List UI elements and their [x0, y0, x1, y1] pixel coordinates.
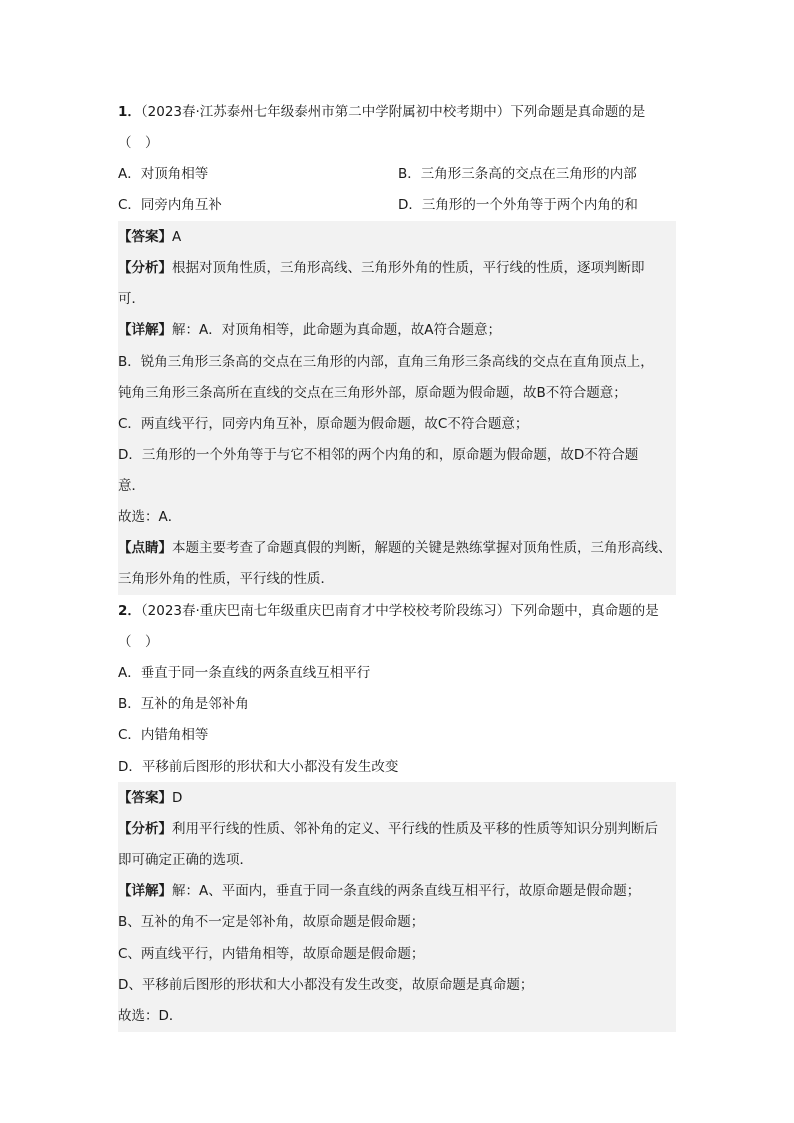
q1-comment-line-1: 【点睛】本题主要考查了命题真假的判断，解题的关键是熟练掌握对顶角性质，三角形高线、: [118, 540, 672, 556]
q1-detail-line-2: B．锐角三角形三条高的交点在三角形的内部，直角三角形三条高线的交点在直角顶点上，: [118, 354, 654, 370]
q2-detail-line-2: B、互补的角不一定是邻补角，故原命题是假命题；: [118, 914, 425, 930]
question-2-blank: （ ）: [118, 634, 159, 650]
answer-tag: 【答案】: [118, 229, 172, 245]
question-2-stem: [118, 601, 659, 621]
q1-option-c: C．同旁内角互补: [118, 197, 222, 213]
detail-tag: 【详解】: [118, 322, 172, 338]
q1-option-b: B．三角形三条高的交点在三角形的内部: [398, 166, 637, 182]
q2-option-d: D．平移前后图形的形状和大小都没有发生改变: [118, 759, 399, 775]
question-source: （2023春·江苏泰州七年级泰州市第二中学附属初中校考期中）: [140, 104, 511, 120]
q2-detail-line-3: C、两直线平行，内错角相等，故原命题是假命题；: [118, 946, 425, 962]
q2-detail-line-4: D、平移前后图形的形状和大小都没有发生改变，故原命题是真命题；: [118, 977, 534, 993]
q1-option-a: A．对顶角相等: [118, 166, 209, 182]
question-source: （2023春·重庆巴南七年级重庆巴南育才中学校校考阶段练习）: [140, 603, 511, 619]
q2-option-a: A．垂直于同一条直线的两条直线互相平行: [118, 665, 371, 681]
q1-choice: 故选：A．: [118, 509, 182, 525]
q2-analysis-line-2: 即可确定正确的选项．: [118, 852, 253, 868]
q1-detail-line-1: 【详解】解：A．对顶角相等，此命题为真命题，故A符合题意；: [118, 322, 501, 338]
question-number: 1．: [118, 104, 141, 120]
q1-analysis-line-1: 【分析】根据对顶角性质，三角形高线、三角形外角的性质，平行线的性质，逐项判断即: [118, 260, 645, 276]
analysis-tag: 【分析】: [118, 260, 172, 276]
q2-choice: 故选：D．: [118, 1008, 183, 1024]
q2-option-b: B．互补的角是邻补角: [118, 696, 249, 712]
question-number: 2．: [118, 603, 141, 619]
q1-answer: [118, 227, 181, 247]
q1-analysis-line-2: 可．: [118, 291, 145, 307]
question-1-stem: [118, 102, 645, 122]
q1-comment-line-2: 三角形外角的性质，平行线的性质．: [118, 571, 334, 587]
analysis-tag: 【分析】: [118, 821, 172, 837]
q1-detail-line-5: D．三角形的一个外角等于与它不相邻的两个内角的和，原命题为假命题，故D不符合题: [118, 447, 639, 463]
q2-analysis-line-1: 【分析】利用平行线的性质、邻补角的定义、平行线的性质及平移的性质等知识分别判断后: [118, 821, 658, 837]
q1-detail-line-6: 意．: [118, 478, 145, 494]
detail-tag: 【详解】: [118, 883, 172, 899]
answer-tag: 【答案】: [118, 790, 172, 806]
q2-answer: [118, 788, 182, 808]
answer-value: D: [172, 790, 183, 806]
comment-tag: 【点睛】: [118, 540, 172, 556]
q2-detail-line-1: 【详解】解：A、平面内，垂直于同一条直线的两条直线互相平行，故原命题是假命题；: [118, 883, 641, 899]
q1-detail-line-4: C．两直线平行，同旁内角互补，原命题为假命题，故C不符合题意；: [118, 416, 529, 432]
question-1-blank: （ ）: [118, 135, 159, 151]
question-text: 下列命题中，真命题的是: [510, 603, 659, 619]
q1-option-d: D．三角形的一个外角等于两个内角的和: [398, 197, 638, 213]
answer-value: A: [172, 229, 182, 245]
q2-option-c: C．内错角相等: [118, 727, 209, 743]
question-text: 下列命题是真命题的是: [510, 104, 646, 120]
q1-detail-line-3: 钝角三角形三条高所在直线的交点在三角形外部，原命题为假命题，故B不符合题意；: [118, 385, 627, 401]
